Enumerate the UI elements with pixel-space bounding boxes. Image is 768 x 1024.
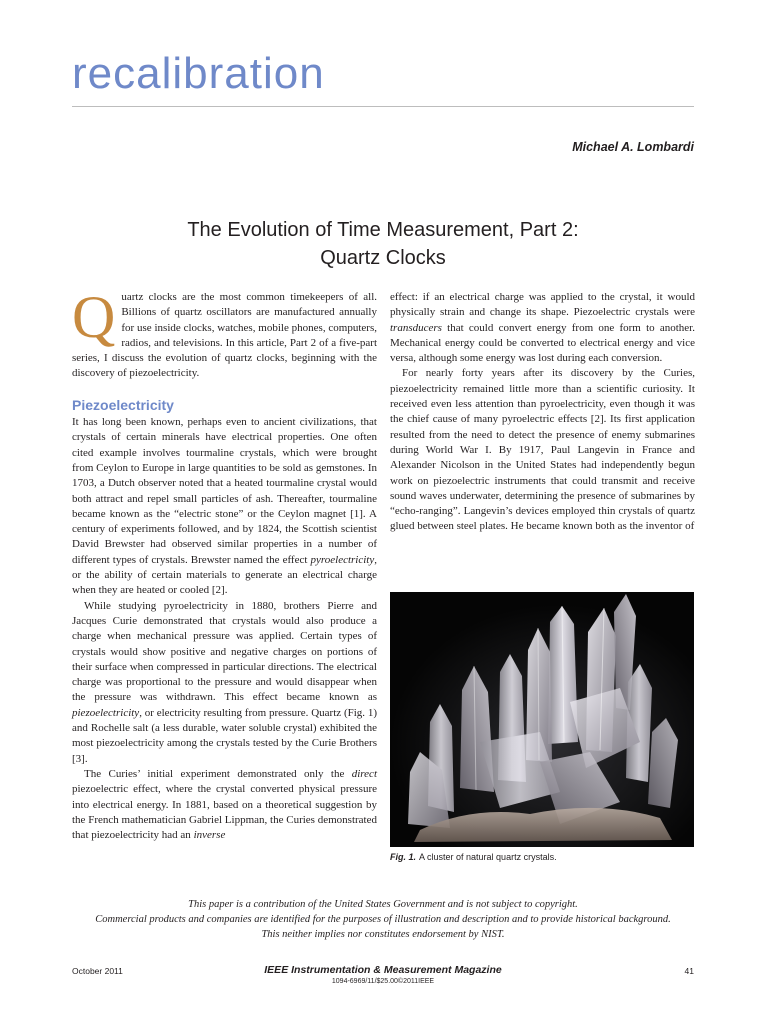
title-line-1: The Evolution of Time Measurement, Part 2: (187, 219, 579, 241)
intro-paragraph: Quartz clocks are the most common timekeepers of all. Billions of quartz oscillators are manufactured annually for use inside clocks, watches, mobile phones, computers, radios, and televisions. In this article, Part 2 of a five-part series, I discuss the evolution of quartz clocks, beginning with the discovery of piezoelectricity. (72, 284, 377, 380)
page-number: 41 (684, 966, 694, 976)
section-title: recalibration (72, 49, 325, 98)
footer-issn: 1094-6969/11/$25.00©2011IEEE (331, 978, 435, 985)
quartz-crystal-illustration (390, 592, 694, 847)
article-title (72, 216, 694, 272)
author-name: Michael A. Lombardi (572, 140, 694, 154)
subhead-piezoelectricity: Piezoelectricity (72, 396, 174, 413)
footer-magazine-name: IEEE Instrumentation & Measurement Magazine (264, 964, 502, 976)
drop-cap: Q (72, 284, 116, 350)
footer-date: October 2011 (72, 966, 123, 976)
body-paragraph: The Curies’ initial experiment demonstrated only the direct piezoelectric effect, where the crystal converted physical pressure into electrical energy. In 1881, based on a theoretical suggestion by the French mathematician Gabriel Lippman, the Curies demonstrated that piezoelectricity had an inverse (72, 767, 377, 842)
header-rule (72, 106, 694, 107)
copyright-note: This paper is a contribution of the United States Government and is not subject to copyright. Commercial products and companies are identified for the purposes of illustration and description and to provide historical background. This neither implies nor constitutes endorsement by NIST. (95, 899, 671, 940)
figure-caption: Fig. 1. A cluster of natural quartz crystals. (390, 852, 557, 862)
quartz-crystal-photo (390, 592, 694, 847)
title-line-2: Quartz Clocks (320, 247, 446, 269)
right-column (390, 290, 695, 535)
figure-label: Fig. 1. (390, 852, 417, 862)
body-paragraph: It has long been known, perhaps even to ancient civilizations, that crystals of certain minerals have electrical properties. One often cited example involves tourmaline crystals, which were brought from Ceylon to Europe in large quantities to be sold as gemstones. In 1703, a Dutch observer noted that a heated tourmaline crystal would both attract and repel small particles of ash. Thereafter, tourmaline became known as the “electric stone” or the Ceylon magnet [1]. A century of experiments followed, and by 1824, the Scottish scientist David Brewster had observed similar properties in a number of different types of crystals. Brewster named the effect pyroelectricity, or the ability of certain materials to generate an electrical charge when they are heated or cooled [2]. (72, 416, 377, 597)
body-paragraph: While studying pyroelectricity in 1880, brothers Pierre and Jacques Curie demonstrated that crystals would also produce a charge when mechanical pressure was applied. Certain types of crystals would show positive and negative charges on portions of their surface when compressed in particular directions. The electrical charge was proportional to the pressure and would disappear when the pressure was withdrawn. This effect became known as piezoelectricity, or electricity resulting from pressure. Quartz (Fig. 1) and Rochelle salt (a less durable, water soluble crystal) exhibited the most piezoelectricity among the crystals tested by the Curie Brothers [3]. (72, 599, 377, 765)
body-paragraph: For nearly forty years after its discovery by the Curies, piezoelectricity remained little more than a scientific curiosity. It received even less attention than pyroelectricity, even though it was the chief cause of many pyroelectric effects [2]. Its first application resulted from the need to detect the presence of enemy submarines during World War I. By 1917, Paul Langevin in France and Alexander Nicolson in the United States had independently begun work on piezoelectric instruments that could transmit and receive sound waves underwater, determining the presence of submarines by “echo-ranging”. Langevin’s devices employed thin crystals of quartz glued between steel plates. He became known both as the inventor of (390, 367, 695, 533)
left-column (72, 284, 377, 843)
body-paragraph: effect: if an electrical charge was applied to the crystal, it would physically strain and change its shape. Piezoelectric crystals were transducers that could convert energy from one form to another. Mechanical energy could be converted to electrical energy and vice versa, although some energy was lost during each conversion. (390, 291, 695, 365)
